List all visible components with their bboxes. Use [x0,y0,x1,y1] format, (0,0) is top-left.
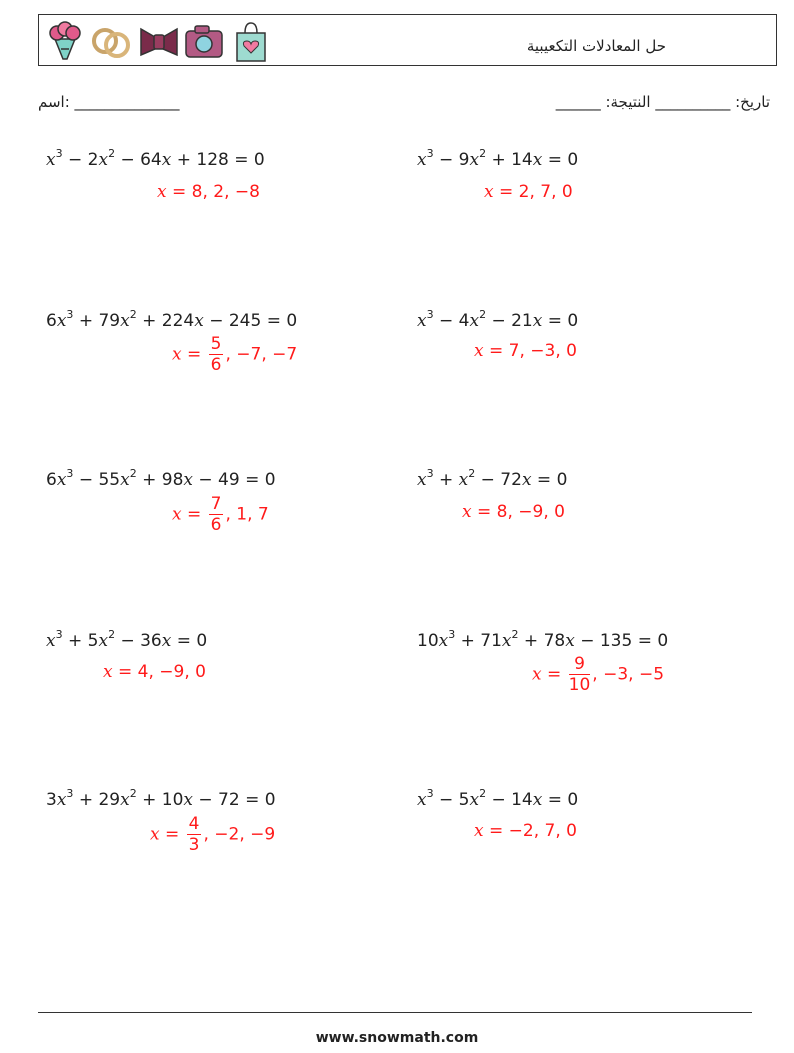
equation-6: $x^3 + x^2 - 72x = 0$ [417,467,568,490]
answer-3: x = $\frac{5}{6}$ , −7, −7 [172,334,298,375]
bowtie-icon [137,19,181,63]
camera-icon [183,19,225,63]
answer-6: x = 8, −9, 0 [462,502,565,522]
equation-5: $6x^3 - 55x^2 + 98x - 49 = 0$ [46,467,276,490]
equation-3: $6x^3 + 79x^2 + 224x - 245 = 0$ [46,308,298,331]
footer-website: www.snowmath.com [315,1030,479,1046]
equation-10: $x^3 - 5x^2 - 14x = 0$ [417,787,579,810]
equation-1: $x^3 - 2x^2 - 64x + 128 = 0$ [46,147,265,170]
rings-icon [89,19,133,63]
name-field: اسم: ______________ [38,93,180,111]
bouquet-icon [45,19,85,63]
footer-divider [38,1012,752,1013]
equation-4: $x^3 - 4x^2 - 21x = 0$ [417,308,579,331]
answer-10: x = −2, 7, 0 [474,821,577,841]
equation-7: $x^3 + 5x^2 - 36x = 0$ [46,628,208,651]
equation-9: $3x^3 + 29x^2 + 10x - 72 = 0$ [46,787,276,810]
answer-1: x = 8, 2, −8 [157,182,260,202]
worksheet-header [38,14,777,66]
answer-4: x = 7, −3, 0 [474,341,577,361]
answer-9: x = $\frac{4}{3}$ , −2, −9 [150,814,276,855]
answer-2: x = 2, 7, 0 [484,182,573,202]
gift-bag-icon [231,19,271,63]
worksheet-title: حل المعادلات التكعيبية [526,37,666,55]
date-score-field: ______ :تاريخ: __________ النتيجة [555,93,770,111]
answer-8: x = $\frac{9}{10}$ , −3, −5 [532,654,665,695]
equation-8: $10x^3 + 71x^2 + 78x - 135 = 0$ [417,628,669,651]
equation-2: $x^3 - 9x^2 + 14x = 0$ [417,147,579,170]
answer-5: x = $\frac{7}{6}$ , 1, 7 [172,494,269,535]
answer-7: x = 4, −9, 0 [103,662,206,682]
